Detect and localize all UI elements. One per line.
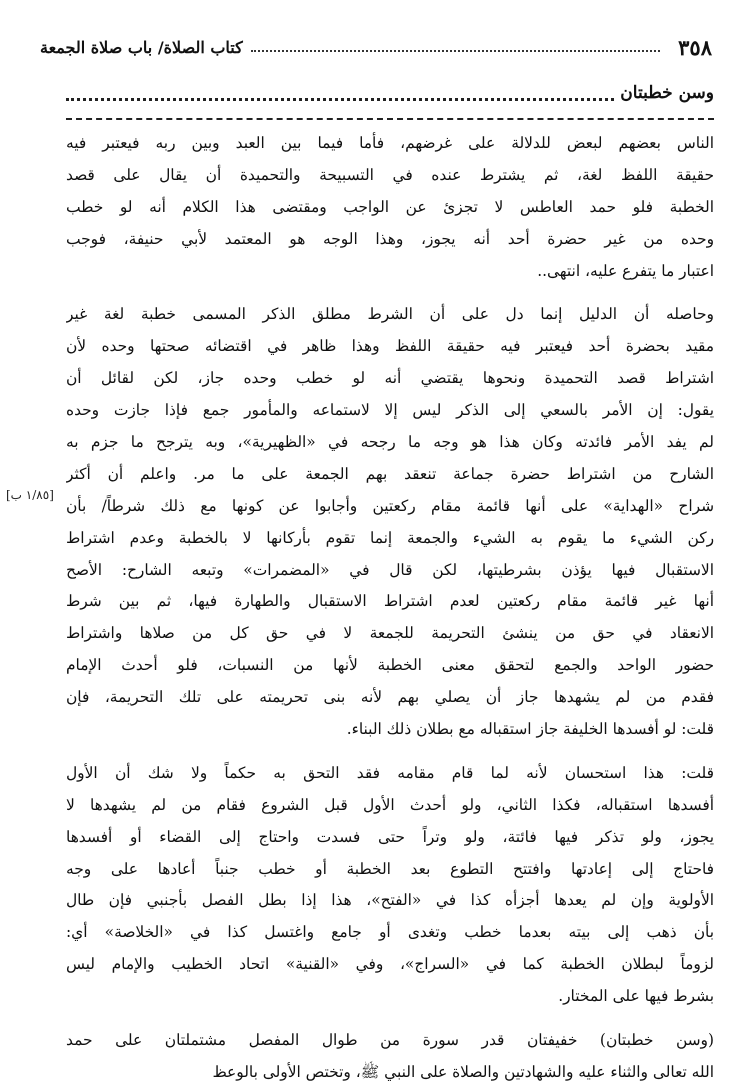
text-line: الشارح من اشتراط حضرة جماعة تنعقد بهم الجمعة على ما مر. واعلم أن أكثر bbox=[66, 464, 714, 483]
text-line: يجوز، ولو تذكر فيها فائتة، ولو وتراً حتى فسدت واحتاج إلى القضاء أو أفسدها bbox=[66, 827, 714, 846]
text-line: وحاصله أن الدليل إنما دل على أن الشرط مطلق الذكر المسمى خطبة لغة غير bbox=[66, 305, 714, 324]
running-title: كتاب الصلاة/ باب صلاة الجمعة bbox=[40, 37, 243, 57]
matn-line bbox=[66, 80, 714, 106]
matn-dotted-rule bbox=[66, 98, 614, 101]
text-line: ركن الشيء ما يقوم به الشيء والجمعة إنما تقوم بأركانها لا بالخطبة وعدم اشتراط bbox=[66, 528, 714, 547]
text-line: أنها غير قائمة مقام ركعتين لعدم اشتراط الاستقبال والطهارة فيها، ثم بين شرط bbox=[66, 592, 714, 611]
text-line: فاحتاج إلى إعادتها وافتتح التطوع بعد الخطبة أو خطب جنباً أعادها على وجه bbox=[66, 859, 714, 878]
matn-text: وسن خطبتان bbox=[620, 83, 714, 103]
text-line: الله تعالى والثناء عليه والشهادتين والصلاة على النبي ﷺ، وتختص الأولى بالوعظ bbox=[212, 1062, 714, 1081]
paragraph bbox=[66, 758, 714, 1013]
paragraph-gap bbox=[66, 746, 714, 758]
text-line: (وسن خطبتان) خفيفتان قدر سورة من طوال المفصل مشتملتان على حمد bbox=[66, 1031, 714, 1050]
text-line: يقول: إن الأمر بالسعي إلى الذكر ليس إلا لاستماعه والمأمور جمع فإذا جازت وحده bbox=[66, 401, 714, 420]
text-line: الناس بعضهم لبعض للدلالة على غرضهم، فأما فيما بين العبد وبين ربه فيعتبر فيه bbox=[66, 134, 714, 152]
manuscript-folio-marker: [١/٨٥ ب] bbox=[6, 488, 54, 502]
text-line: اعتبار ما يتفرع عليه، انتهى.. bbox=[537, 261, 714, 280]
text-line: حضور الواحد والجمع لتحقق معنى الخطبة لأنها من النسبات، فلو أحدث الإمام bbox=[66, 656, 714, 675]
text-line: الانعقاد في حق من ينشئ التحريمة للجمعة لا في حق كل من صلاها واشتراط bbox=[66, 624, 714, 643]
paragraph-gap bbox=[66, 287, 714, 299]
page-number: ٣٥٨ bbox=[678, 34, 712, 60]
text-line: الأولوية وإن لم يعدها أجزأه كذا في «الفتح»، هذا إذا بطل الفصل بأجنبي فإن طال bbox=[66, 891, 714, 910]
text-line: الخطبة فلو حمد العاطس لا تجزئ عن الواجب ومقتضى هذا الكلام أنه لو خطب bbox=[66, 197, 714, 216]
text-line: مقيد بحضرة أحد فيعتبر فيه حقيقة اللفظ وهذا ظاهر في اقتضائه صحتها وحده لأن bbox=[66, 337, 714, 356]
header-dotted-rule bbox=[251, 50, 660, 52]
text-line: بأن ذهب إلى بيته بعدما خطب وتغدى أو جامع واغتسل كذا في «الخلاصة» أي: bbox=[66, 923, 714, 942]
text-line: حقيقة اللفظ لغة، ثم يشترط عنده في التسبيحة والتحميدة أن يقال على قصد bbox=[66, 165, 714, 184]
text-line: الاستقبال فيها يؤذن بشرطيتها، لكن قال في «المضمرات» وتبعه الشارح: الأصح bbox=[66, 560, 714, 579]
text-line: اشتراط قصد التحميدة ونحوها يقتضي أنه لو خطب وحده جاز، لكن لقائل أن bbox=[66, 369, 714, 388]
text-line: قلت: هذا استحسان لأنه لما قام مقامه فقد التحق به حكماً ولا شك أن الأول bbox=[66, 763, 714, 782]
commentary-text bbox=[66, 128, 714, 1089]
text-line: بشرط فيها على المختار. bbox=[558, 987, 714, 1006]
paragraph bbox=[66, 128, 714, 287]
paragraph-gap bbox=[66, 1013, 714, 1025]
paragraph bbox=[66, 1025, 714, 1089]
text-line: قلت: لو أفسدها الخليفة جاز استقباله مع بطلان ذلك البناء. bbox=[346, 720, 714, 739]
text-line: وحده من غير حضرة أحد أنه يجوز، وهذا الوجه هو المعتمد لأبي حنيفة، فوجب bbox=[66, 229, 714, 248]
text-line: أفسدها استقباله، فكذا الثاني، ولو أحدث الأول قبل الشروع فقام من لم يشهدها لا bbox=[66, 795, 714, 814]
text-line: فقدم من لم يشهدها جاز أن يصلي بهم لأنه بنى تحريمته على تلك التحريمة، فإن bbox=[66, 688, 714, 707]
paragraph bbox=[66, 299, 714, 745]
text-line: لزوماً لبطلان الخطبة كما في «السراج»، وفي «القنية» اتحاد الخطيب والإمام ليس bbox=[66, 955, 714, 974]
commentary-separator bbox=[66, 118, 714, 120]
text-line: لم يفد الأمر فائدته وكان هذا هو وجه ما رجحه في «الظهيرية»، وبه يترجح ما جزم به bbox=[66, 433, 714, 452]
running-header bbox=[40, 34, 712, 60]
text-line: شراح «الهداية» على أنها قائمة مقام ركعتين وأجابوا عن كونها مع ذلك شرطاً/ بأن bbox=[66, 496, 714, 515]
